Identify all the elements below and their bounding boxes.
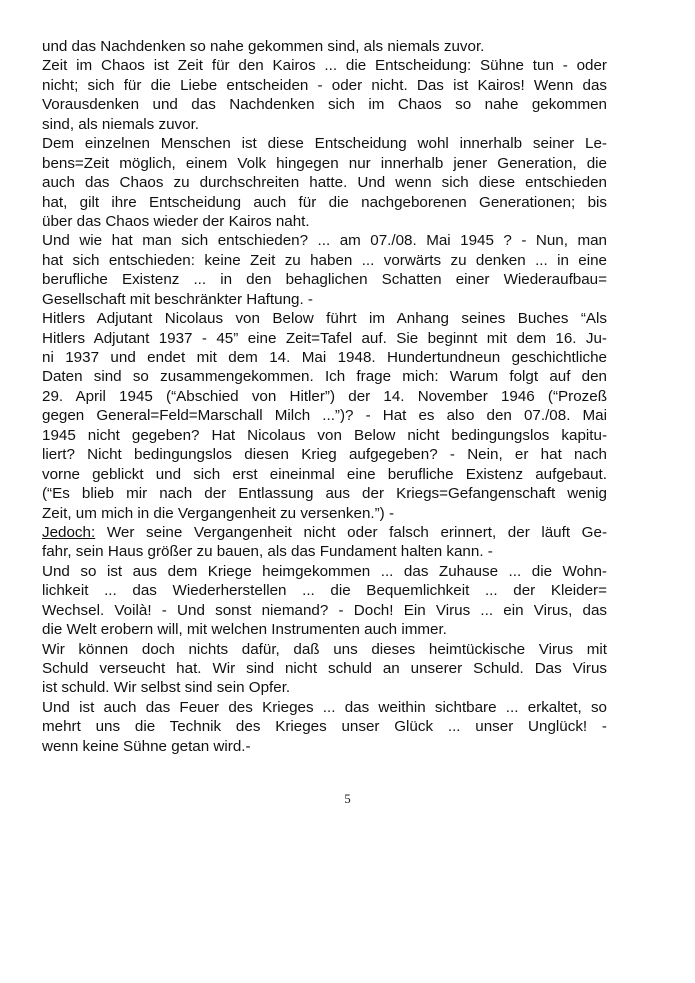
text-line: Wechsel. Voilà! - Und sonst niemand? - Doch! Ein Virus ... ein Virus, das [42, 601, 607, 619]
text-line: hat, gilt ihre Entscheidung auch für die nachgeborenen Generationen; bis [42, 193, 607, 211]
text-line: auch das Chaos zu durchschreiten hatte. Und wenn sich diese entschieden [42, 174, 607, 192]
text-line: Zeit im Chaos ist Zeit für den Kairos ... die Entscheidung: Sühne tun - oder [42, 57, 607, 75]
text-line: vorne geblickt und sich erst eineinmal eine berufliche Existenz aufgebaut. [42, 465, 607, 483]
text-line: lichkeit ... das Wiederherstellen ... die Bequemlichkeit ... der Kleider= [42, 582, 607, 600]
text-line: (“Es blieb mir nach der Entlassung aus der Kriegs=Gefangenschaft wenig [42, 485, 607, 503]
text-line: 29. April 1945 (“Abschied von Hitler”) der 14. November 1946 (“Prozeß [42, 387, 607, 405]
paragraph [42, 640, 607, 698]
text-line: 1945 nicht gegeben? Hat Nicolaus von Below nicht bedingungslos kapitu- [42, 426, 607, 444]
text-line: Vorausdenken und das Nachdenken sich im Chaos so nahe gekommen [42, 96, 607, 114]
document-page [42, 37, 607, 756]
text-line: Hitlers Adjutant Nicolaus von Below führt im Anhang seines Buches “Als [42, 310, 607, 328]
text-line: und das Nachdenken so nahe gekommen sind, als niemals zuvor. [42, 38, 485, 55]
text-line: über das Chaos wieder der Kairos naht. [42, 212, 310, 230]
text-line: bens=Zeit möglich, einem Volk hingegen nur innerhalb jener Generation, die [42, 154, 607, 172]
text-line: sind, als niemals zuvor. [42, 115, 200, 133]
text-line: wenn keine Sühne getan wird.- [42, 737, 251, 755]
paragraph [42, 523, 607, 562]
paragraph [42, 231, 607, 309]
text-line: Zeit, um mich in die Vergangenheit zu versenken.”) - [42, 504, 395, 522]
text-line: Und wie hat man sich entschieden? ... am 07./08. Mai 1945 ? - Nun, man [42, 232, 607, 250]
line-text: Wer seine Vergangenheit nicht oder falsch erinnert, der läuft Ge- [95, 523, 607, 541]
text-line: Daten sind so zusammengekommen. Ich frage mich: Warum folgt auf den [42, 368, 607, 386]
text-line: Gesellschaft mit beschränkter Haftung. - [42, 290, 313, 308]
underlined-emphasis: Jedoch: [42, 523, 96, 541]
text-line [42, 523, 607, 542]
text-line: Und so ist aus dem Kriege heimgekommen ... das Zuhause ... die Wohn- [42, 562, 607, 580]
paragraph [42, 309, 607, 523]
paragraph [42, 37, 607, 56]
text-line: hat sich entschieden: keine Zeit zu haben ... vorwärts zu denken ... in eine [42, 251, 607, 269]
text-line: gegen General=Feld=Marschall Milch ...”)? - Hat es also den 07./08. Mai [42, 407, 607, 425]
text-line: ni 1937 und endet mit dem 14. Mai 1948. Hundertundneun geschichtliche [42, 349, 607, 366]
text-line: die Welt erobern will, mit welchen Instrumenten auch immer. [42, 621, 447, 639]
text-line: Wir können doch nichts dafür, daß uns dieses heimtückische Virus mit [42, 640, 607, 658]
text-line: mehrt uns die Technik des Krieges unser Glück ... unser Unglück! - [42, 718, 607, 736]
page-number: 5 [344, 791, 351, 806]
text-line: ist schuld. Wir selbst sind sein Opfer. [42, 679, 291, 697]
text-line: fahr, sein Haus größer zu bauen, als das Fundament halten kann. - [42, 543, 493, 561]
paragraph [42, 134, 607, 231]
text-line: Schuld verseucht hat. Wir sind nicht schuld an unserer Schuld. Das Virus [42, 660, 607, 677]
paragraph [42, 56, 607, 134]
text-line: Und ist auch das Feuer des Krieges ... das weithin sichtbare ... erkaltet, so [42, 698, 607, 716]
text-line: Dem einzelnen Menschen ist diese Entscheidung wohl innerhalb seiner Le- [42, 135, 607, 153]
text-line: nicht; sich für die Liebe entscheiden - oder nicht. Das ist Kairos! Wenn das [42, 76, 607, 94]
text-line: liert? Nicht bedingungslos diesen Krieg aufgegeben? - Nein, er hat nach [42, 446, 607, 464]
text-line: berufliche Existenz ... in den behaglichen Schatten einer Wiederaufbau= [42, 271, 607, 289]
paragraph [42, 698, 607, 756]
paragraph [42, 562, 607, 640]
text-line: Hitlers Adjutant 1937 - 45” eine Zeit=Tafel auf. Sie beginnt mit dem 16. Ju- [42, 329, 607, 347]
